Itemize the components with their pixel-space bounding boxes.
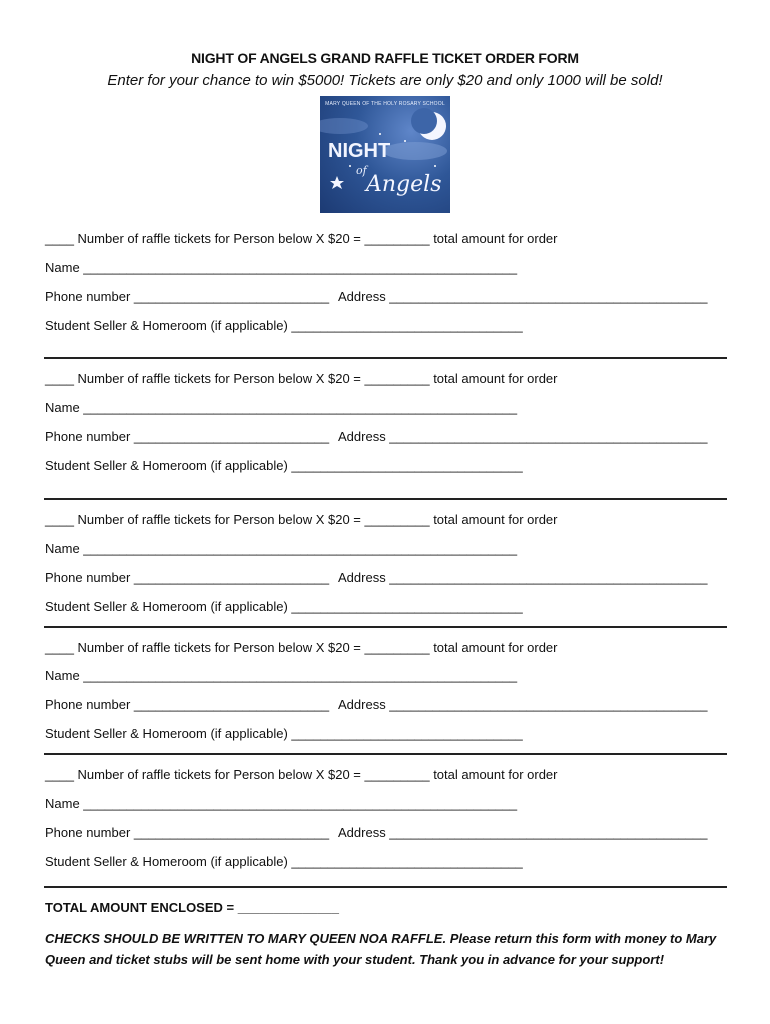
logo-angels-text: Angels [366,172,442,197]
tickets-line[interactable]: ____ Number of raffle tickets for Person below X $20 = _________ total amount for order [45,767,558,782]
address-line[interactable]: Address ____________________________________________ [338,429,708,444]
name-line[interactable]: Name ____________________________________________________________ [45,400,518,415]
address-line[interactable]: Address ____________________________________________ [338,825,708,840]
section-divider [44,753,727,755]
seller-line[interactable]: Student Seller & Homeroom (if applicable) ________________________________ [45,854,523,869]
name-line[interactable]: Name ____________________________________________________________ [45,668,518,683]
section-divider [44,498,727,500]
name-line[interactable]: Name ____________________________________________________________ [45,260,518,275]
section-divider [44,626,727,628]
seller-line[interactable]: Student Seller & Homeroom (if applicable) ________________________________ [45,458,523,473]
address-line[interactable]: Address ____________________________________________ [338,289,708,304]
tickets-line[interactable]: ____ Number of raffle tickets for Person below X $20 = _________ total amount for order [45,231,558,246]
phone-line[interactable]: Phone number ___________________________ [45,825,330,840]
total-amount-line[interactable]: TOTAL AMOUNT ENCLOSED = ______________ [45,900,339,915]
section-divider [44,357,727,359]
checks-note: CHECKS SHOULD BE WRITTEN TO MARY QUEEN NOA RAFFLE. Please return this form with money to Mary Queen and ticket stubs will be sent home with your student. Thank you in advance for your support! [45,931,717,967]
seller-line[interactable]: Student Seller & Homeroom (if applicable) ________________________________ [45,599,523,614]
tickets-line[interactable]: ____ Number of raffle tickets for Person below X $20 = _________ total amount for order [45,371,558,386]
seller-line[interactable]: Student Seller & Homeroom (if applicable) ________________________________ [45,726,523,741]
phone-line[interactable]: Phone number ___________________________ [45,429,330,444]
tickets-line[interactable]: ____ Number of raffle tickets for Person below X $20 = _________ total amount for order [45,512,558,527]
logo-night-text: NIGHT [328,140,391,162]
form-subtitle: Enter for your chance to win $5000! Tickets are only $20 and only 1000 will be sold! [107,72,663,89]
address-line[interactable]: Address ____________________________________________ [338,570,708,585]
name-line[interactable]: Name ____________________________________________________________ [45,541,518,556]
logo-school-name: MARY QUEEN OF THE HOLY ROSARY SCHOOL [325,101,445,107]
name-line[interactable]: Name ____________________________________________________________ [45,796,518,811]
tickets-line[interactable]: ____ Number of raffle tickets for Person below X $20 = _________ total amount for order [45,640,558,655]
phone-line[interactable]: Phone number ___________________________ [45,697,330,712]
phone-line[interactable]: Phone number ___________________________ [45,289,330,304]
address-line[interactable]: Address ____________________________________________ [338,697,708,712]
seller-line[interactable]: Student Seller & Homeroom (if applicable) ________________________________ [45,318,523,333]
logo-of-text: of [356,164,367,177]
form-title: NIGHT OF ANGELS GRAND RAFFLE TICKET ORDER FORM [191,50,579,66]
night-of-angels-logo [320,96,450,213]
phone-line[interactable]: Phone number ___________________________ [45,570,330,585]
section-divider [44,886,727,888]
